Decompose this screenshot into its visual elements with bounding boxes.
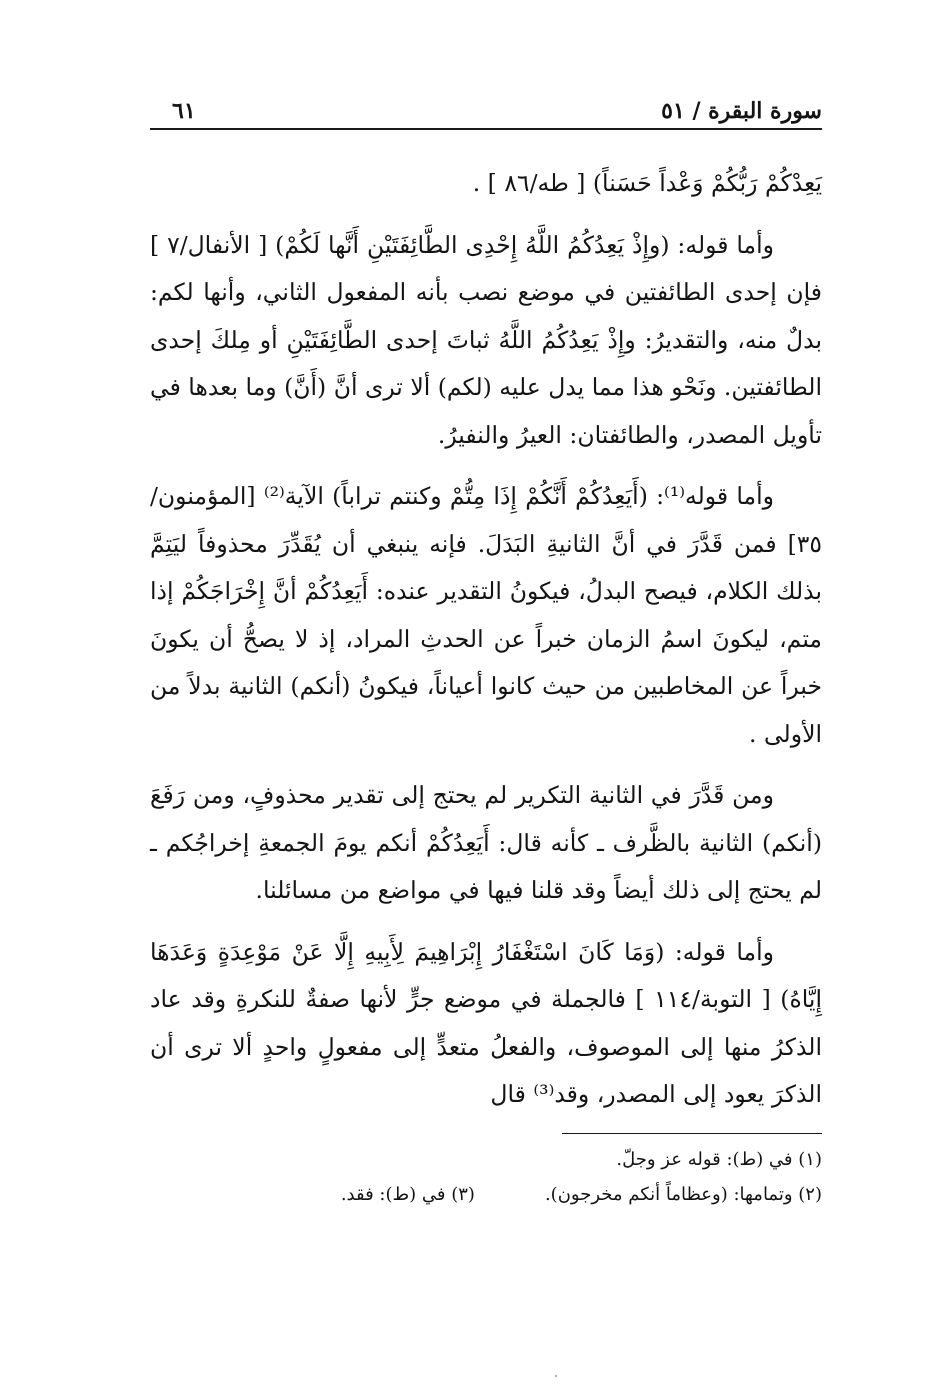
main-text — [150, 160, 822, 1119]
footnote-1: (١) في (ط): قوله عز وجلّ. — [616, 1148, 822, 1170]
paragraph-1: يَعِدْكُمْ رَبُّكُمْ وَعْداً حَسَناً) [ طه/٨٦ ] . — [472, 169, 822, 197]
footnotes — [150, 1142, 822, 1212]
page-number: ٦١ — [172, 98, 196, 124]
footnote-2: (٢) وتمامها: (وعظاماً أنكم مخرجون). — [544, 1183, 822, 1205]
paragraph-3: وأما قوله⁽¹⁾: (أَيَعِدُكُمْ أَنَّكُمْ إِذَا مِتُّمْ وكنتم تراباً) الآية⁽²⁾ [المؤمنون/٣٥] فمن قَدَّرَ في أنَّ الثانيةِ البَدَلَ. فإنه ينبغي أن يُقَدِّرَ محذوفاً ليَتِمَّ بذلك الكلام، فيصح البدلُ، فيكونُ التقدير عنده: أَيَعِدُكُمْ أنَّ إِخْرَاجَكُمْ إذا متم، ليكونَ اسمُ الزمان خبراً عن الحدثِ المراد، إذ لا يصحُّ أن يكونَ خبراً عن المخاطبين من حيث كانوا أعياناً، فيكونُ (أنكم) الثانية بدلاً من الأولى . — [150, 482, 822, 748]
footnote-row-1 — [150, 1142, 822, 1177]
footnote-3: (٣) في (ط): فقد. — [340, 1183, 475, 1205]
scan-speck — [555, 1375, 557, 1377]
footnote-row-2 — [150, 1177, 822, 1212]
running-title: سورة البقرة / ٥١ — [661, 98, 822, 124]
footnote-divider — [562, 1133, 822, 1134]
paragraph-4: ومن قَدَّرَ في الثانية التكرير لم يحتج إلى تقدير محذوفٍ، ومن رَفَعَ (أنكم) الثانية بالظَّرف ـ كأنه قال: أَيَعِدُكُمْ أنكم يومَ الجمعةِ إخراجُكم ـ لم يحتج إلى ذلك أيضاً وقد قلنا فيها في مواضع من مسائلنا. — [150, 781, 822, 904]
book-page — [150, 96, 822, 1296]
paragraph-2: وأما قوله: (وإِذْ يَعِدُكُمُ اللَّهُ إِحْدِى الطَّائِفَتَيْنِ أَنَّها لَكُمْ) [ الأنفال/٧ ] فإن إحدى الطائفتين في موضع نصب بأنه المفعول الثاني، وأنها لكم: بدلٌ منه، والتقديرُ: وإِذْ يَعِدُكُمُ اللَّهُ ثباتَ إحدى الطَّائِفَتَيْنِ أو مِلكَ إحدى الطائفتين. ونَحْو هذا مما يدل عليه (لكم) ألا ترى أنَّ (أَنَّ) وما بعدها في تأويل المصدر، والطائفتان: العيرُ والنفيرُ. — [150, 230, 822, 449]
page-header — [150, 96, 822, 130]
paragraph-5: وأما قوله: (وَمَا كَانَ اسْتَغْفَارُ إِبْرَاهِيمَ لِأَبِيهِ إِلَّا عَنْ مَوْعِدَةٍ وَعَدَهَا إِيَّاهُ) [ التوبة/١١٤ ] فالجملة في موضع جرٍّ لأنها صفةٌ للنكرةِ وقد عاد الذكرُ منها إلى الموصوف، والفعلُ متعدٍّ إلى مفعولٍ واحدٍ ألا ترى أن الذكرَ يعود إلى المصدر، وقد⁽³⁾ قال — [150, 937, 822, 1108]
